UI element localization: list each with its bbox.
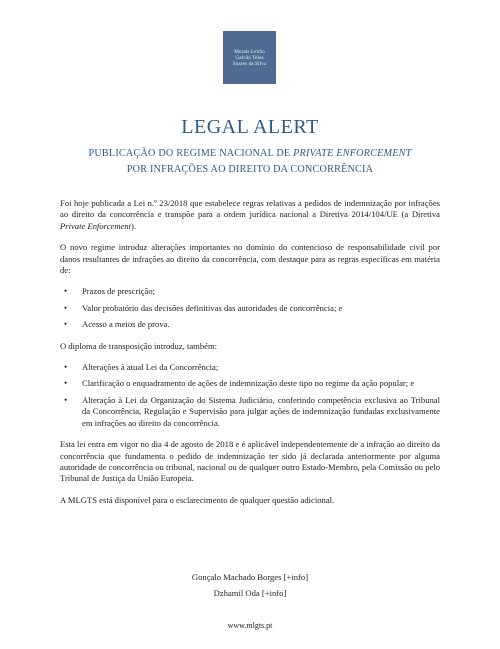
paragraph-italic: Private Enforcement [60, 220, 132, 231]
paragraph-text: ). [131, 220, 137, 231]
list-item-text: Clarificação o enquadramento de ações de indemnização deste tipo no regime da ação popular; e [82, 378, 415, 389]
bullet-icon: • [64, 394, 68, 405]
logo-text [233, 49, 266, 67]
document-body [60, 198, 440, 516]
subtitle-line-2: POR INFRAÇÕES AO DIREITO DA CONCORRÊNCIA [126, 164, 374, 175]
list-item [60, 362, 440, 373]
list-item [60, 319, 440, 330]
subtitle-text: PUBLICAÇÃO DO REGIME NACIONAL DE [88, 148, 294, 159]
signature-name: Dzhamil Oda [213, 588, 260, 598]
bullet-icon: • [64, 286, 68, 297]
bullet-icon: • [64, 302, 68, 313]
bullet-icon: • [64, 362, 68, 373]
paragraph-contact: A MLGTS está disponível para o esclarecimento de qualquer questão adicional. [60, 494, 335, 505]
list-item-text: Alteração à Lei da Organização do Sistema Judiciário, conferindo competência exclusiva ao Tribunal da Concorrência, Regulação e Supervisão para julgar ações de indemnização fundadas exclusivamente em infrações ao direito da concorrência. [82, 394, 440, 428]
info-link[interactable]: [+info] [261, 588, 287, 598]
list-transposition [60, 362, 440, 429]
logo-line: Morais Leitão [234, 48, 265, 55]
bullet-icon: • [64, 319, 68, 330]
paragraph-transposition: O diploma de transposição introduz, também: [60, 340, 218, 351]
firm-logo [223, 31, 276, 84]
list-item [60, 303, 440, 314]
document-title: LEGAL ALERT [181, 116, 319, 138]
logo-line: Soares da Silva [232, 60, 267, 67]
bullet-icon: • [64, 378, 68, 389]
paragraph-entry-into-force: Esta lei entra em vigor no dia 4 de agosto de 2018 e é aplicável independentemente de a infração ao direito da concorrência que fundamenta o pedido de indemnização ter sido já declarada anteriormente por alguma autoridade de concorrência ou tribunal, nacional ou de qualquer outro Estado-Membro, pela Comissão ou pelo Tribunal de Justiça da União Europeia. [60, 439, 440, 484]
paragraph-text: Foi hoje publicada a Lei n.º 23/2018 que estabelece regras relativas a pedidos de indemnização por infrações ao direito da concorrência e transpõe para a ordem jurídica nacional a Diretiva 2014/104/UE (a Diretiva [60, 198, 440, 220]
website-link[interactable]: www.mlgts.pt [227, 621, 273, 630]
list-item-text: Acesso a meios de prova. [82, 319, 170, 330]
list-item [60, 286, 440, 297]
list-item-text: Prazos de prescrição; [82, 286, 156, 297]
list-item [60, 378, 440, 389]
subtitle-italic: PRIVATE ENFORCEMENT [293, 148, 412, 159]
logo-line: Galvão Teles [235, 54, 264, 61]
signature-name: Gonçalo Machado Borges [191, 572, 282, 582]
signature-2 [0, 588, 500, 598]
footer-website [0, 621, 500, 630]
list-item-text: Alterações à atual Lei da Concorrência; [82, 362, 219, 373]
paragraph-intro [60, 198, 440, 232]
list-item [60, 395, 440, 429]
signature-1 [0, 572, 500, 582]
list-regime-rules [60, 286, 440, 330]
subtitle-line-1 [0, 148, 500, 159]
paragraph-regime: O novo regime introduz alterações importantes no domínio do contencioso de responsabilidade civil por danos resultantes de infrações ao direito da concorrência, com destaque para as regras específicas em matéria de: [60, 242, 440, 276]
list-item-text: Valor probatório das decisões definitivas das autoridades de concorrência; e [82, 302, 343, 313]
info-link[interactable]: [+info] [283, 572, 309, 582]
